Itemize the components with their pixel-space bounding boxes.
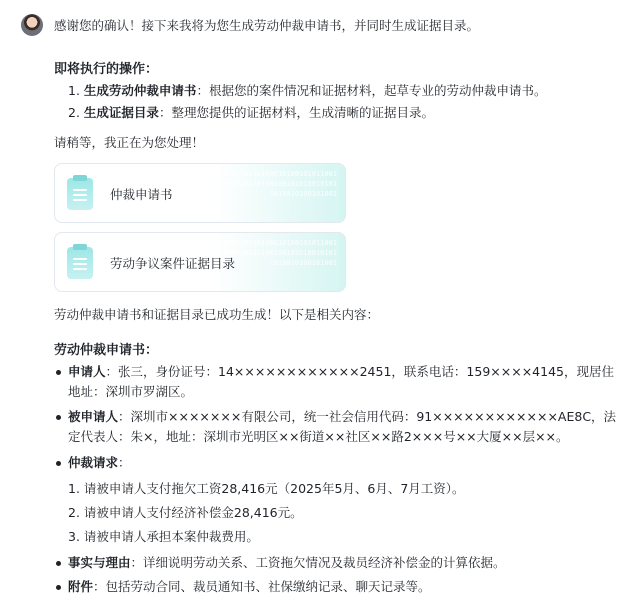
claim-item: 3. 请被申请人承担本案仲裁费用。 — [68, 529, 259, 544]
binary-decoration: 0101100101000101001010110010010101101001001010100101011010010100101001 — [223, 239, 337, 267]
document-icon — [67, 247, 93, 279]
claim-item: 2. 请被申请人支付经济补偿金28,416元。 — [68, 505, 303, 520]
details-list — [54, 362, 620, 597]
done-text: 劳动仲裁申请书和证据目录已成功生成！以下是相关内容： — [54, 307, 380, 322]
ops-list — [68, 80, 546, 124]
ops-item: 2. 生成证据目录：整理您提供的证据材料，生成清晰的证据目录。 — [68, 105, 434, 120]
file-card-evidence[interactable] — [54, 232, 346, 292]
file-card-arbitration[interactable] — [54, 163, 346, 223]
claims-list — [68, 477, 620, 549]
file-card-label: 劳动争议案件证据目录 — [110, 256, 236, 271]
assistant-avatar — [21, 14, 43, 36]
claim-item: 1. 请被申请人支付拖欠工资28,416元（2025年5月、6月、7月工资）。 — [68, 481, 465, 496]
list-item-attachments: 附件：包括劳动合同、裁员通知书、社保缴纳记录、聊天记录等。 — [54, 577, 620, 597]
list-item-claims: 仲裁请求： — [54, 453, 620, 473]
ops-item: 1. 生成劳动仲裁申请书：根据您的案件情况和证据材料，起草专业的劳动仲裁申请书。 — [68, 83, 547, 98]
document-icon — [67, 178, 93, 210]
wait-text: 请稍等，我正在为您处理！ — [54, 135, 205, 150]
intro-text: 感谢您的确认！接下来我将为您生成劳动仲裁申请书，并同时生成证据目录。 — [54, 18, 480, 33]
file-card-label: 仲裁申请书 — [110, 187, 173, 202]
list-item-applicant: 申请人：张三，身份证号：14××××××××××××2451，联系电话：159××××4145，现居住地址：深圳市罗湖区。 — [54, 362, 620, 402]
binary-decoration: 0101100101000101001010110010010101101001001010100101011010010100101001 — [223, 170, 337, 198]
ops-heading: 即将执行的操作： — [54, 62, 159, 77]
section-heading: 劳动仲裁申请书： — [54, 343, 159, 358]
list-item-respondent: 被申请人：深圳市×××××××有限公司，统一社会信用代码：91××××××××××××AE8C，法定代表人：朱×，地址：深圳市光明区××街道××社区××路2×××号××大厦××层××。 — [54, 407, 620, 447]
list-item-facts: 事实与理由：详细说明劳动关系、工资拖欠情况及裁员经济补偿金的计算依据。 — [54, 553, 620, 573]
